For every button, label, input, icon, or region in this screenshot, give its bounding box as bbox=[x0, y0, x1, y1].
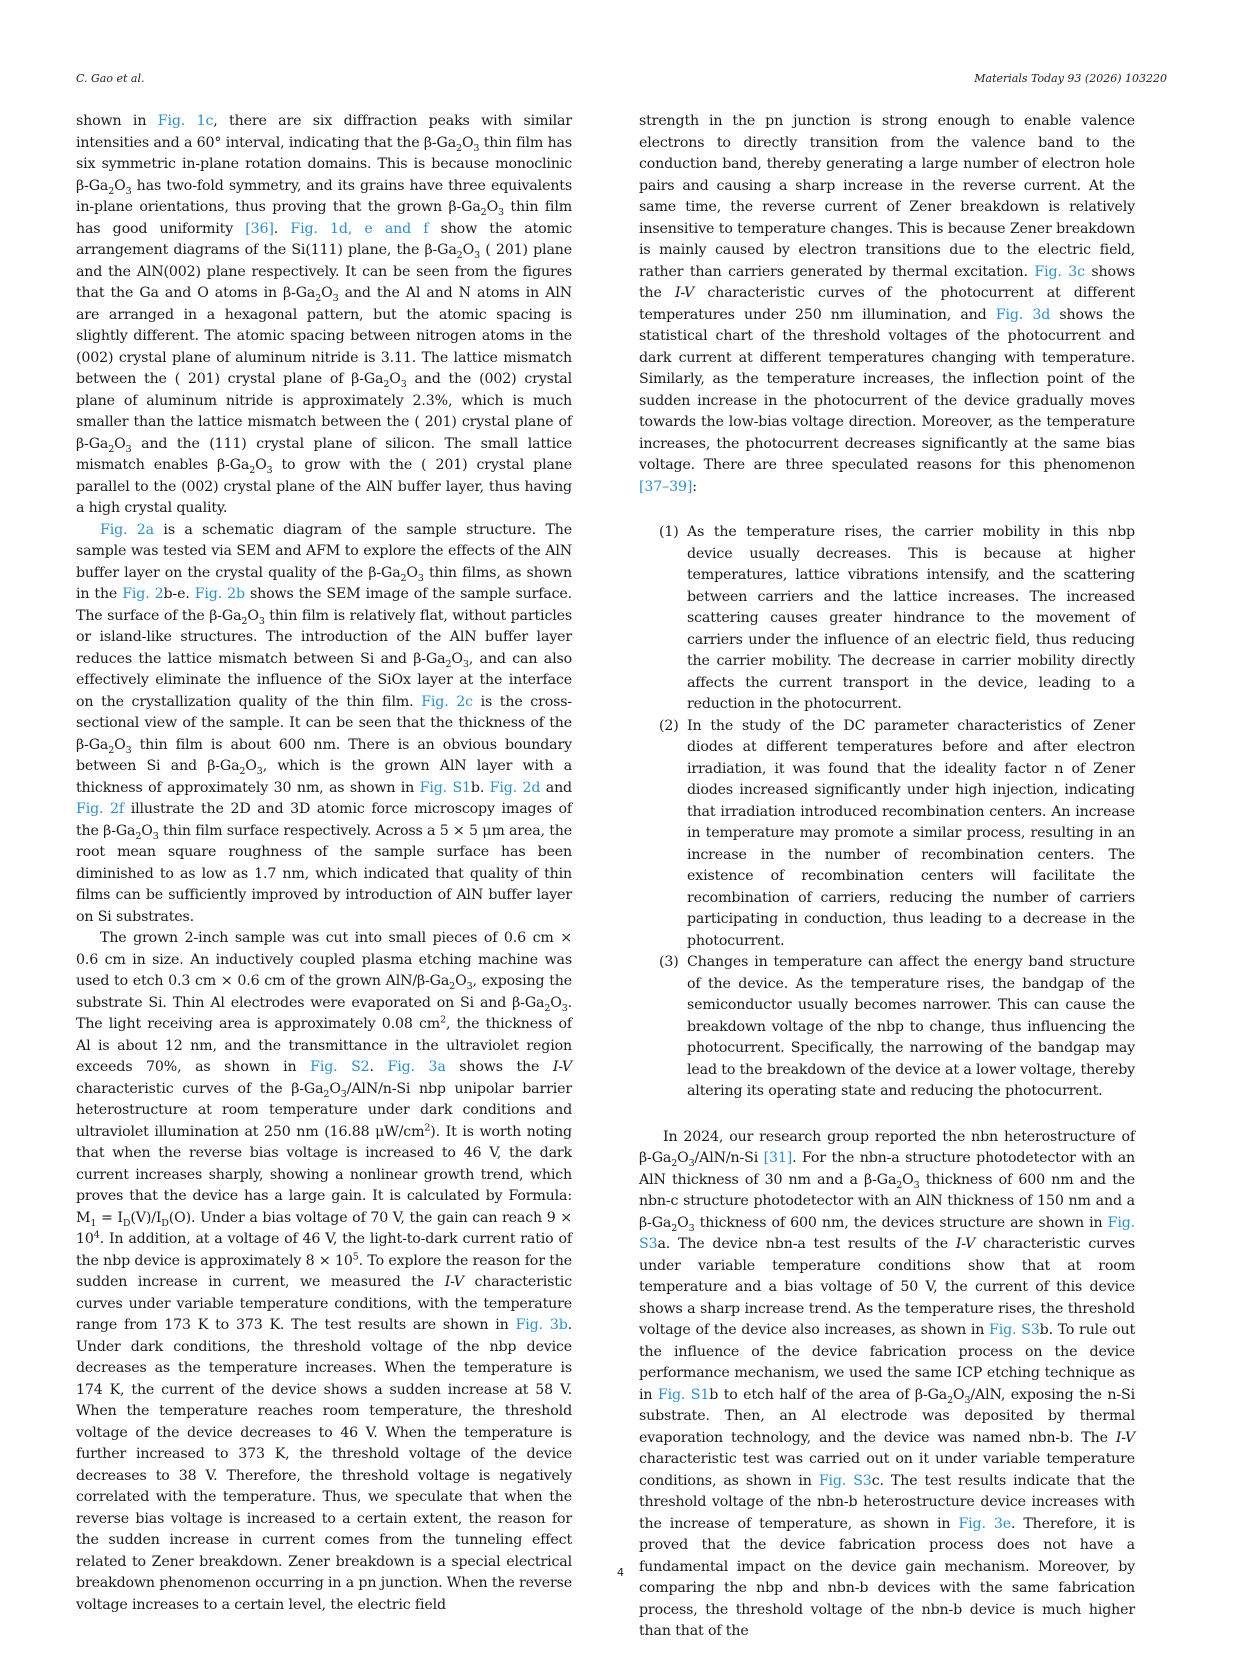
text: show the atomic arrangement diagrams of the Si(111) plane, the β-Ga bbox=[76, 220, 573, 258]
sub: 3 bbox=[462, 658, 469, 670]
sub: 3 bbox=[340, 1088, 347, 1100]
sub: 2 bbox=[947, 1394, 953, 1406]
sub: 2 bbox=[456, 249, 463, 261]
text: thin film has six symmetric in-plane rotation domains. This is because monoclinic β-Ga bbox=[76, 134, 572, 194]
text: . For the nbn-a structure photodetector with an AlN thickness of 30 nm and a β-Ga bbox=[639, 1150, 1135, 1188]
text: thickness of 600 nm, the devices structure are shown in bbox=[694, 1214, 1108, 1231]
text: thin film is about 600 nm. There is an obvious boundary between Si and β-Ga bbox=[76, 736, 572, 774]
sub: D bbox=[122, 1217, 131, 1229]
text: . The light receiving area is approximately 0.08 cm bbox=[76, 994, 572, 1032]
text: I-V bbox=[674, 285, 695, 301]
sup: 2 bbox=[424, 1121, 431, 1133]
text: characteristic curves under variable temperature conditions show that at room temperature and a bias voltage of 50 V, the current of this device shows a sharp increase trend. As the temperature rises, the threshold voltage of the device also increases, as shown in bbox=[639, 1236, 1135, 1338]
text: (O). Under a bias voltage of 70 V, the gain can reach 9 × 10 bbox=[76, 1209, 572, 1247]
text: b. bbox=[470, 779, 490, 796]
running-header-journal: Materials Today 93 (2026) 103220 bbox=[974, 72, 1167, 85]
sub: 2 bbox=[108, 185, 115, 197]
text: illustrate the 2D and 3D atomic force microscopy images of the β-Ga bbox=[76, 801, 572, 839]
sub: 3 bbox=[466, 980, 473, 992]
text: , exposing the substrate Si. Thin Al electrodes were evaporated on Si and β-Ga bbox=[76, 973, 572, 1011]
fig-3a-link[interactable]: Fig. 3a bbox=[387, 1059, 446, 1075]
list-text: In the study of the DC parameter characteristics of Zener diodes at different temperatures before and after electron irradiation, it was found that the ideality factor n of Zener diodes increased significantly under high injection, indicating that irradiation introduced recombination centers. An increase in temperature may promote a similar process, resulting in an increase in the number of recombination centers. The existence of recombination centers will facilitate the recombination of carriers, reducing the number of carriers participating in conduction, thus leading to a decrease in the photocurrent. bbox=[687, 717, 1135, 949]
sub: 2 bbox=[108, 443, 115, 455]
sub: 2 bbox=[135, 830, 142, 842]
text: thin film surface respectively. Across a 5 × 5 μm area, the root mean square roughness of the sample surface has been diminished to as low as 1.7 nm, which indicated that quality of thin films can be sufficiently improved by introduction of AlN buffer layer on Si substrates. bbox=[76, 822, 573, 925]
list-item bbox=[639, 716, 1135, 953]
text: and the (111) crystal plane of silicon. The small lattice mismatch enables β-Ga bbox=[76, 435, 572, 473]
text: characteristic curves under variable temperature conditions, with the temperature range from 173 K to 373 K. The test results are shown in bbox=[76, 1274, 572, 1333]
text: . Under dark conditions, the threshold voltage of the nbp device decreases as the temperature increases. When the temperature is 174 K, the current of the device shows a sudden increase at 58 V. When the temperature reaches room temperature, the threshold voltage of the device decreases to 46 V. When the temperature is further increased to 373 K, the threshold voltage of the device decreases to 38 V. Therefore, the threshold voltage is negatively correlated with the temperature. Thus, we speculate that when the reverse bias voltage is increased to a certain extent, the reason for the sudden increase in current comes from the tunneling effect related to Zener breakdown. Zener breakdown is a special electrical breakdown phenomenon occurring in a pn junction. When the reverse voltage increases to a certain level, the electric field bbox=[76, 1317, 572, 1613]
sub: 2 bbox=[456, 142, 462, 154]
sub: 3 bbox=[417, 572, 424, 584]
text: characteristic test was carried out on it under variable temperature conditions, as shown in bbox=[639, 1451, 1135, 1489]
list-item bbox=[639, 952, 1135, 1103]
text: = I bbox=[96, 1209, 123, 1226]
sup: 2 bbox=[440, 1014, 446, 1026]
text: . To explore the reason for the sudden increase in current, we measured the bbox=[76, 1252, 572, 1290]
text: , which is the grown AlN layer with a thickness of approximately 30 nm, as shown in bbox=[76, 758, 573, 796]
fig-s3a-link[interactable]: Fig. S3 bbox=[639, 1214, 1135, 1252]
sub: 3 bbox=[332, 292, 339, 304]
sub: 3 bbox=[125, 185, 132, 197]
text: I-V bbox=[552, 1059, 573, 1075]
fig-2c-link[interactable]: Fig. 2c bbox=[421, 693, 473, 710]
text: strength in the pn junction is strong enough to enable valence electrons to directly transition from the valence band to the conduction band, thereby generating a large number of electron hole pairs and causing a sharp increase in the reverse current. At the same time, the reverse current of Zener breakdown is relatively insensitive to temperature changes. This is because Zener breakdown is mainly caused by electron transitions due to the electric field, rather than carriers generated by thermal excitation. bbox=[639, 113, 1135, 280]
ref-36-link[interactable]: [36] bbox=[245, 220, 274, 237]
sub: 3 bbox=[266, 464, 273, 476]
text: and the (002) crystal plane of aluminum nitride is approximately 2.3%, which is much smaller than the lattice mismatch between the ( 201) crystal plane of β-Ga bbox=[76, 371, 572, 452]
paragraph-device-fabrication: The grown 2-inch sample was cut into small pieces of 0.6 cm × 0.6 cm in size. An inductively coupled plasma etching machine was used to etch 0.3 cm × 0.6 cm of the grown AlN/$\beta-Ga_2O_3$, exposing the substrate Si. Thin Al electrodes were evaporated on Si and $\beta-Ga_2O_3$. The light receiving area is approximately 0.08 $cm^2$, the thickness of Al is about 12 nm, and the transmittance in the ultraviolet region exceeds 70%, as shown in Fig. S2. Fig. 3a shows the I-V characteristic curves of the $\beta-Ga_2O_3/AlN/n-Si$ nbp unipolar barrier heterostructure at room temperature under dark conditions and ultraviolet illumination at 250 nm (16.88 $\mu W/cm^2$). It is worth noting that when the reverse bias voltage is increased to 46 V, the dark current increases sharply, showing a nonlinear growth trend, which proves that the device has a large gain. It is calculated by Formula: $M_1 = I_D(V)/I_D(O)$. Under a bias voltage of 70 V, the gain can reach $9 \times 10^4$. In addition, at a voltage of 46 V, the light-to-dark current ratio of the nbp device is approximately $8 \times 10^5$. To explore the reason for the sudden increase in current, we measured the I-V characteristic curves under variable temperature conditions, with the temperature range from 173 K to 373 K. The test results are shown in Fig. 3b. Under dark conditions, the threshold voltage of the nbp device decreases as the temperature increases. When the temperature is 174 K, the current of the device shows a sudden increase at 58 V. When the temperature reaches room temperature, the threshold voltage of the device decreases to 46 V. When the temperature is further increased to 373 K, the threshold voltage of the device decreases to 38 V. Therefore, the threshold voltage is negatively correlated with the temperature. Thus, we speculate that when the reverse bias voltage is increased to a certain extent, the reason for the sudden increase in current comes from the tunneling effect related to Zener breakdown. Zener breakdown is a special electrical breakdown phenomenon occurring in a pn junction. When the reverse voltage increases to a certain level, the electric field bbox=[76, 930, 573, 1613]
text: b. To rule out the influence of the device fabrication process on the device performance mechanism, we used the same ICP etching technique as in bbox=[639, 1322, 1136, 1403]
list-number: (3) bbox=[659, 954, 679, 970]
sub: 2 bbox=[241, 615, 248, 627]
text: /AlN/n-Si bbox=[694, 1150, 764, 1166]
sub: 3 bbox=[964, 1394, 971, 1406]
sub: 3 bbox=[688, 1157, 695, 1169]
text: thin films, as shown in the bbox=[76, 564, 572, 602]
text: thickness of 600 nm and the nbn-c structure photodetector with an AlN thickness of 150 nm and a β-Ga bbox=[639, 1171, 1135, 1231]
sub: 3 bbox=[498, 206, 504, 218]
text: shows the SEM image of the sample surface. The surface of the β-Ga bbox=[76, 586, 573, 624]
text: a. The device nbn-a test results of the bbox=[657, 1236, 956, 1252]
sub: 3 bbox=[125, 744, 132, 756]
running-header-authors: C. Gao et al. bbox=[76, 72, 145, 85]
sub: 2 bbox=[671, 1157, 678, 1169]
text: characteristic curves of the photocurrent at different temperatures under 250 nm illumination, and bbox=[639, 285, 1135, 323]
text: to grow with the ( 201) crystal plane parallel to the (002) crystal plane of the AlN buffer layer, thus having a high crystal quality. bbox=[76, 457, 572, 516]
reasons-list bbox=[639, 522, 1135, 1103]
text: , there are six diffraction peaks with similar intensities and a 60° interval, indicating that the β-Ga bbox=[76, 113, 573, 151]
sub: 2 bbox=[315, 292, 322, 304]
fig-1c-link[interactable]: Fig. 1c bbox=[157, 113, 214, 129]
text: thin film has good uniformity bbox=[76, 199, 573, 237]
text: shown in bbox=[76, 113, 158, 129]
text: /AlN/n-Si nbp unipolar barrier heterostructure at room temperature under dark conditions and ultraviolet illumination at 250 nm (16.88 μW/cm bbox=[76, 1080, 573, 1140]
sub: 1 bbox=[90, 1217, 97, 1229]
fig-2d-link[interactable]: Fig. 2d bbox=[489, 779, 541, 796]
sub: 2 bbox=[249, 464, 256, 476]
left-column bbox=[76, 111, 572, 1616]
text: is a schematic diagram of the sample structure. The sample was tested via SEM and AFM to explore the effects of the AlN buffer layer on the crystal quality of the β-Ga bbox=[76, 521, 572, 581]
fig-3c-link[interactable]: Fig. 3c bbox=[1034, 263, 1085, 280]
list-number: (2) bbox=[659, 717, 679, 734]
text: (V)/I bbox=[130, 1209, 162, 1226]
fig-3d-link[interactable]: Fig. 3d bbox=[995, 306, 1051, 323]
sup: 5 bbox=[352, 1250, 359, 1262]
page-number: 4 bbox=[617, 1566, 624, 1579]
text: has two-fold symmetry, and its grains have three equivalents in-plane orientations, thus proving that the grown β-Ga bbox=[76, 177, 572, 215]
sub: 2 bbox=[400, 572, 407, 584]
sub: 3 bbox=[400, 378, 407, 390]
fig-3b-link[interactable]: Fig. 3b bbox=[515, 1317, 568, 1333]
fig-1def-link[interactable]: Fig. 1d, e and f bbox=[290, 220, 429, 237]
sub: 2 bbox=[449, 980, 456, 992]
fig-s1b-link[interactable]: Fig. S1 bbox=[657, 1386, 710, 1403]
sub: D bbox=[161, 1217, 169, 1229]
sub: 3 bbox=[258, 615, 265, 627]
text: shows the statistical chart of the threshold voltages of the photocurrent and dark current at different temperatures changing with temperature. Similarly, as the temperature increases, the inflection point of the sudden increase in the photocurrent of the device gradually moves towards the low-bias voltage direction. Moreover, as the temperature increases, the photocurrent decreases significantly at the same bias voltage. There are three speculated reasons for this phenomenon bbox=[639, 306, 1135, 473]
fig-3e-link[interactable]: Fig. 3e bbox=[958, 1515, 1011, 1532]
text: I-V bbox=[955, 1236, 976, 1252]
fig-s1-link[interactable]: Fig. S1 bbox=[419, 779, 471, 796]
list-item bbox=[639, 522, 1135, 716]
text: . Therefore, it is proved that the device fabrication process does not have a fundamental impact on the device gain mechanism. Moreover, by comparing the nbp and nbn-b devices with the same fabrication process, the threshold voltage of the nbn-b device is much higher than that of the bbox=[639, 1515, 1135, 1639]
text: . bbox=[369, 1059, 388, 1075]
text: : bbox=[692, 478, 697, 495]
text: I-V bbox=[1115, 1429, 1135, 1446]
text: , the thickness of Al is about 12 nm, and the transmittance in the ultraviolet region exceeds 70%, as shown in bbox=[76, 1016, 572, 1075]
sub: 3 bbox=[561, 1002, 568, 1014]
text: and bbox=[540, 779, 572, 796]
text: . bbox=[273, 220, 291, 237]
sub: 3 bbox=[913, 1179, 920, 1191]
paragraph-sem-afm: Fig. 2a is a schematic diagram of the sample structure. The sample was tested via SEM and AFM to explore the effects of the AlN buffer layer on the crystal quality of the $\beta-Ga_2O_3$ thin films, as shown in the Fig. 2b-e. Fig. 2b shows the SEM image of the sample surface. The surface of the $\beta-Ga_2O_3$ thin film is relatively flat, without particles or island-like structures. The introduction of the AlN buffer layer reduces the lattice mismatch between Si and $\beta-Ga_2O_3$, and can also effectively eliminate the influence of the SiOx layer at the interface on the crystallization quality of the thin film. Fig. 2c is the cross-sectional view of the sample. It can be seen that the thickness of the $\beta-Ga_2O_3$ thin film is about 600 nm. There is an obvious boundary between Si and $\beta-Ga_2O_3$, which is the grown AlN layer with a thickness of approximately 30 nm, as shown in Fig. S1b. Fig. 2d and Fig. 2f illustrate the 2D and 3D atomic force microscopy images of the $\beta-Ga_2O_3$ thin film surface respectively. Across a 5 × 5 μm area, the root mean square roughness of the sample surface has been diminished to as low as 1.7 nm, which indicated that quality of thin films can be sufficiently improved by introduction of AlN buffer layer on Si substrates. bbox=[76, 521, 573, 925]
fig-2-link[interactable]: Fig. 2 bbox=[122, 586, 164, 602]
sub: 2 bbox=[671, 1222, 678, 1234]
list-text: As the temperature rises, the carrier mobility in this nbp device usually decreases. This is because at higher temperatures, lattice vibrations intensify, and the scattering between carriers and the lattice increases. The increased scattering causes greater hindrance to the movement of carriers under the influence of an electric field, thus reducing the carrier mobility. The decrease in carrier mobility directly affects the current transport in the device, leading to a reduction in the photocurrent. bbox=[687, 524, 1135, 712]
text: In 2024, our research group reported the nbn heterostructure of β-Ga bbox=[639, 1128, 1135, 1166]
text: The grown 2-inch sample was cut into small pieces of 0.6 cm × 0.6 cm in size. An inductively coupled plasma etching machine was used to etch 0.3 cm × 0.6 cm of the grown AlN/β-Ga bbox=[76, 930, 572, 989]
paragraph-nbn-comparison: In 2024, our research group reported the nbn heterostructure of $\beta-Ga_2O_3/AlN/n-Si$ [31]. For the nbn-a structure photodetector with an AlN thickness of 30 nm and a $\beta-Ga_2O_3$ thickness of 600 nm and the nbn-c structure photodetector with an AlN thickness of 150 nm and a $\beta-Ga_2O_3$ thickness of 600 nm, the devices structure are shown in Fig. S3a. The device nbn-a test results of the I-V characteristic curves under variable temperature conditions show that at room temperature and a bias voltage of 50 V, the current of this device shows a sharp increase trend. As the temperature rises, the threshold voltage of the device also increases, as shown in Fig. S3b. To rule out the influence of the device fabrication process on the device performance mechanism, we used the same ICP etching technique as in Fig. S1b to etch half of the area of $\beta-Ga_2O_3$/AlN, exposing the n-Si substrate. Then, an Al electrode was deposited by thermal evaporation technology, and the device was named nbn-b. The I-V characteristic test was carried out on it under variable temperature conditions, as shown in Fig. S3c. The test results indicate that the threshold voltage of the nbn-b heterostructure device increases with the increase of temperature, as shown in Fig. 3e. Therefore, it is proved that the device fabrication process does not have a fundamental impact on the device gain mechanism. Moreover, by comparing the nbp and nbn-b devices with the same fabrication process, the threshold voltage of the nbn-b device is much higher than that of the bbox=[639, 1128, 1136, 1639]
sup: 4 bbox=[93, 1229, 100, 1241]
fig-2f-link[interactable]: Fig. 2f bbox=[76, 801, 125, 817]
right-column bbox=[639, 111, 1135, 1643]
text: /AlN, exposing the n-Si substrate. Then, an Al electrode was deposited by thermal evaporation technology, and the device was named nbn-b. The bbox=[639, 1386, 1136, 1446]
text: c. The test results indicate that the threshold voltage of the nbn-b heterostructure device increases with the increase of temperature, as shown in bbox=[639, 1472, 1135, 1532]
list-number: (1) bbox=[659, 524, 679, 540]
text: and the Al and N atoms in AlN are arranged in a hexagonal pattern, but the atomic spacing is slightly different. The atomic spacing between nitrogen atoms in the (002) crystal plane of aluminum nitride is 3.11. The lattice mismatch between the ( 201) crystal plane of β-Ga bbox=[76, 285, 572, 387]
sub: 3 bbox=[256, 765, 263, 777]
text: thin film is relatively flat, without particles or island-like structures. The introduction of the AlN buffer layer reduces the lattice mismatch between Si and β-Ga bbox=[76, 607, 572, 667]
paragraph-zener-breakdown bbox=[639, 111, 1135, 498]
text: b to etch half of the area of β-Ga bbox=[709, 1386, 948, 1403]
fig-s3b-link[interactable]: Fig. S3 bbox=[989, 1322, 1040, 1338]
sub: 2 bbox=[480, 206, 487, 218]
sub: 3 bbox=[152, 830, 159, 842]
text: is the cross-sectional view of the sample. It can be seen that the thickness of the β-Ga bbox=[76, 693, 573, 753]
sub: 2 bbox=[896, 1179, 903, 1191]
text: , and can also effectively eliminate the influence of the SiOx layer at the interface on the crystallization quality of the thin film. bbox=[76, 650, 572, 710]
text: I-V bbox=[444, 1274, 464, 1290]
text: shows the bbox=[445, 1059, 553, 1075]
paragraph-xrd-phi-scan: shown in Fig. 1c, there are six diffraction peaks with similar intensities and a 60° interval, indicating that the $\beta-Ga_2O_3$ thin film has six symmetric in-plane rotation domains. This is because monoclinic $\beta-Ga_2O_3$ has two-fold symmetry, and its grains have three equivalents in-plane orientations, thus proving that the grown $\beta-Ga_2O_3$ thin film has good uniformity [36]. Fig. 1d, e and f show the atomic arrangement diagrams of the Si(111) plane, the $\beta-Ga_2O_3$ ( 201) plane and the AlN(002) plane respectively. It can be seen from the figures that the Ga and O atoms in $\beta-Ga_2O_3$ and the Al and N atoms in AlN are arranged in a hexagonal pattern, but the atomic spacing is slightly different. The atomic spacing between nitrogen atoms in the (002) crystal plane of aluminum nitride is 3.11. The lattice mismatch between the ( 201) crystal plane of $\beta-Ga_2O_3$ and the (002) crystal plane of aluminum nitride is approximately 2.3%, which is much smaller than the lattice mismatch between the ( 201) crystal plane of $\beta-Ga_2O_3$ and the (111) crystal plane of silicon. The small lattice mismatch enables $\beta-Ga_2O_3$ to grow with the ( 201) crystal plane parallel to the (002) crystal plane of the AlN buffer layer, thus having a high crystal quality. bbox=[76, 113, 573, 516]
sub: 3 bbox=[474, 249, 480, 261]
ref-31-link[interactable]: [31] bbox=[763, 1150, 793, 1166]
fig-2b-link[interactable]: Fig. 2b bbox=[194, 586, 245, 602]
text: b-e. bbox=[163, 586, 195, 602]
fig-s2-link[interactable]: Fig. S2 bbox=[310, 1059, 370, 1075]
text: . In addition, at a voltage of 46 V, the light-to-dark current ratio of the nbp device is approximately 8 × 10 bbox=[76, 1231, 572, 1269]
list-text: Changes in temperature can affect the energy band structure of the device. As the temperature rises, the bandgap of the semiconductor usually becomes narrower. This can cause the breakdown voltage of the nbp to change, thus influencing the photocurrent. Specifically, the narrowing of the bandgap may lead to the breakdown of the device at a lower voltage, thereby altering its operating state and reducing the photocurrent. bbox=[687, 954, 1135, 1099]
text: characteristic curves of the β-Ga bbox=[76, 1080, 324, 1097]
ref-37-39-link[interactable]: [37–39] bbox=[639, 478, 693, 495]
sub: 2 bbox=[108, 744, 115, 756]
sub: 2 bbox=[239, 765, 246, 777]
sub: 3 bbox=[125, 443, 132, 455]
text: shows the bbox=[639, 263, 1136, 301]
fig-s3c-link[interactable]: Fig. S3 bbox=[818, 1472, 872, 1489]
text: ( 201) plane and the AlN(002) plane respectively. It can be seen from the figures that the Ga and O atoms in β-Ga bbox=[76, 242, 572, 301]
sub: 2 bbox=[383, 378, 390, 390]
sub: 3 bbox=[688, 1222, 695, 1234]
text: ). It is worth noting that when the reverse bias voltage is increased to 46 V, the dark current increases sharply, showing a nonlinear growth trend, which proves that the device has a large gain. It is calculated by Formula: M bbox=[76, 1123, 572, 1226]
sub: 2 bbox=[544, 1002, 551, 1014]
sub: 3 bbox=[473, 142, 480, 154]
sub: 2 bbox=[445, 658, 452, 670]
sub: 2 bbox=[323, 1088, 330, 1100]
fig-2a-link[interactable]: Fig. 2a bbox=[100, 521, 154, 538]
